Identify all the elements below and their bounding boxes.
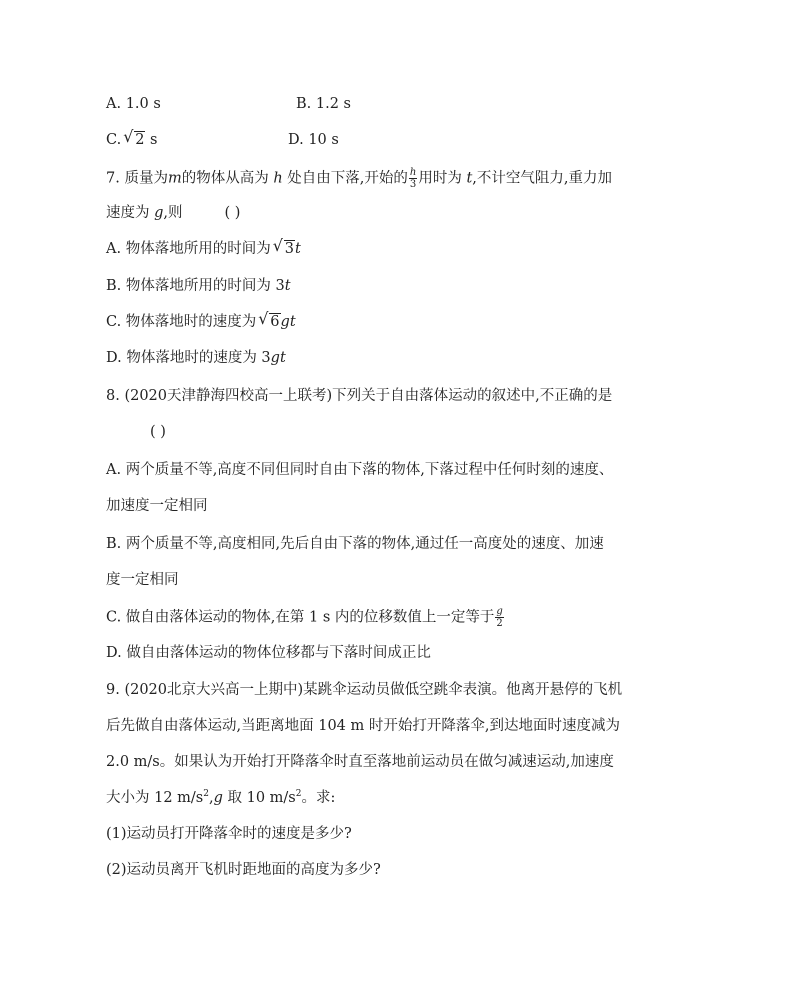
q7-text: 的物体从高为 xyxy=(181,170,274,187)
q7-option-a-radicand: 3 xyxy=(284,241,294,257)
fraction-numerator: h xyxy=(409,167,417,178)
var-g: g xyxy=(213,790,223,806)
q7-option-d xyxy=(106,348,286,368)
sqrt-symbol: √ 6 xyxy=(258,309,280,330)
q7-option-c-text: C. 物体落地时的速度为 xyxy=(106,314,257,330)
var-t: t xyxy=(294,241,301,257)
var-g: g xyxy=(154,205,164,221)
q6-option-c-radicand: 2 xyxy=(135,132,145,148)
q7-option-b xyxy=(106,276,291,296)
q7-stem-line1 xyxy=(106,167,612,190)
fraction-numerator: g xyxy=(496,606,503,617)
q7-option-d-text: D. 物体落地时的速度为 3 xyxy=(106,350,271,366)
q7-option-c-radicand: 6 xyxy=(270,314,280,330)
q8-option-b-line2: 度一定相同 xyxy=(106,572,179,588)
q9-subquestion-1: (1)运动员打开降落伞时的速度是多少? xyxy=(106,826,352,842)
q7-option-b-text: B. 物体落地所用的时间为 3 xyxy=(106,278,285,294)
q7-text: 速度为 xyxy=(106,205,155,221)
q7-text: ,则 xyxy=(163,205,183,221)
q6-option-c-prefix: C. xyxy=(106,132,122,148)
q9-text: 。求: xyxy=(301,790,336,806)
q9-stem-line4 xyxy=(106,788,335,808)
q9-subquestion-2: (2)运动员离开飞机时距地面的高度为多少? xyxy=(106,862,381,878)
q7-option-a xyxy=(106,236,301,259)
q8-option-c xyxy=(106,606,505,629)
q9-text: 取 10 m/s xyxy=(222,790,296,806)
sqrt-symbol: √ 2 xyxy=(123,127,145,148)
q8-option-d: D. 做自由落体运动的物体位移都与下落时间成正比 xyxy=(106,645,431,661)
q7-text: 处自由下落,开始的 xyxy=(282,170,408,187)
fraction-h-over-3 xyxy=(409,167,417,190)
var-gt: gt xyxy=(280,314,296,330)
q8-stem: 8. (2020天津静海四校高一上联考)下列关于自由落体运动的叙述中,不正确的是 xyxy=(106,388,613,404)
q9-stem-line1: 9. (2020北京大兴高一上期中)某跳伞运动员做低空跳伞表演。他离开悬停的飞机 xyxy=(106,682,623,698)
q7-stem-line2 xyxy=(106,203,240,223)
var-t: t xyxy=(284,278,291,294)
q6-option-b: B. 1.2 s xyxy=(296,96,351,112)
answer-blank: ( ) xyxy=(224,205,241,221)
q9-stem-line3: 2.0 m/s。如果认为开始打开降落伞时直至落地前运动员在做匀减速运动,加速度 xyxy=(106,754,614,770)
var-m: m xyxy=(167,170,182,187)
q6-option-d: D. 10 s xyxy=(288,132,339,148)
var-t: t xyxy=(466,170,473,187)
var-h: h xyxy=(273,170,283,187)
var-gt: gt xyxy=(270,350,286,366)
fraction-denominator: 2 xyxy=(496,618,503,629)
q9-stem-line2: 后先做自由落体运动,当距离地面 104 m 时开始打开降落伞,到达地面时速度减为 xyxy=(106,718,620,734)
superscript: 2 xyxy=(295,789,302,800)
q9-text: 大小为 12 m/s xyxy=(106,790,204,806)
q6-option-a: A. 1.0 s xyxy=(106,96,161,112)
sqrt-symbol: √ 3 xyxy=(272,236,294,257)
q8-option-c-text: C. 做自由落体运动的物体,在第 1 s 内的位移数值上一定等于 xyxy=(106,609,495,626)
q6-option-c-suffix: s xyxy=(145,132,158,148)
q8-option-a-line1: A. 两个质量不等,高度不同但同时自由下落的物体,下落过程中任何时刻的速度、 xyxy=(106,462,614,478)
q7-text: 7. 质量为 xyxy=(106,170,168,187)
fraction-denominator: 3 xyxy=(409,179,417,190)
q7-text: 用时为 xyxy=(418,170,467,187)
answer-blank: ( ) xyxy=(150,424,166,440)
q7-option-a-text: A. 物体落地所用的时间为 xyxy=(106,241,271,257)
q6-option-c xyxy=(106,127,158,150)
q7-text: ,不计空气阻力,重力加 xyxy=(472,170,612,187)
q8-option-b-line1: B. 两个质量不等,高度相同,先后自由下落的物体,通过任一高度处的速度、加速 xyxy=(106,536,604,552)
q7-option-c xyxy=(106,309,296,332)
q8-option-a-line2: 加速度一定相同 xyxy=(106,498,208,514)
q9-text: , xyxy=(208,790,214,806)
superscript: 2 xyxy=(203,789,209,800)
fraction-g-over-2 xyxy=(495,606,503,629)
